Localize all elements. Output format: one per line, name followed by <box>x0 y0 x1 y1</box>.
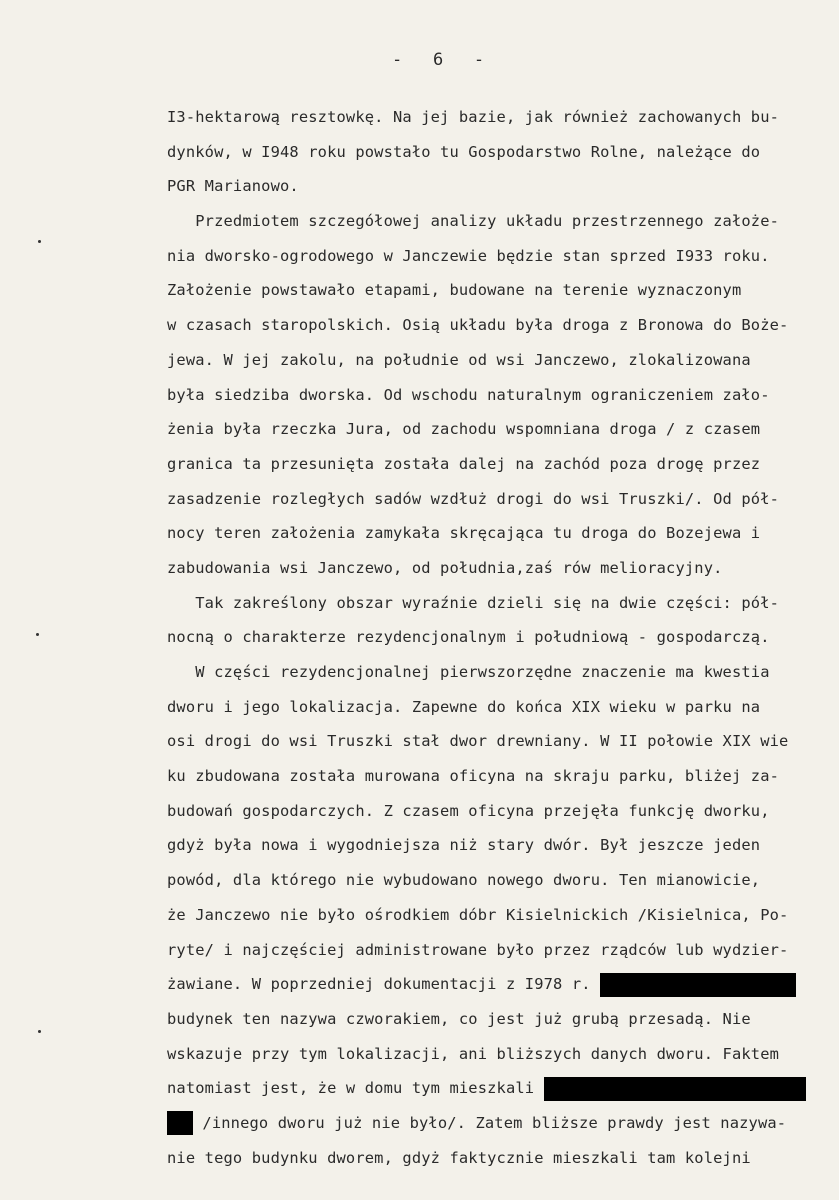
text-line-with-redaction <box>167 1106 839 1141</box>
text-line: jewa. W jej zakolu, na południe od wsi Janczewo, zlokalizowana <box>167 350 751 369</box>
text-line: że Janczewo nie było ośrodkiem dóbr Kisielnickich /Kisielnica, Po- <box>167 905 789 924</box>
text-line: nie tego budynku dworem, gdyż faktycznie mieszkali tam kolejni <box>167 1148 751 1167</box>
text-segment: natomiast jest, że w domu tym mieszkali <box>167 1079 535 1098</box>
text-line: nocy teren założenia zamykała skręcająca tu droga do Bozejewa i <box>167 524 761 543</box>
text-line: była siedziba dworska. Od wschodu naturalnym ograniczeniem zało- <box>167 385 770 404</box>
document-body <box>167 100 839 1175</box>
text-line: zabudowania wsi Janczewo, od południa,zaś rów melioracyjny. <box>167 558 723 577</box>
text-line: ku zbudowana została murowana oficyna na skraju parku, bliżej za- <box>167 767 780 786</box>
text-line: gdyż była nowa i wygodniejsza niż stary dwór. Był jeszcze jeden <box>167 836 761 855</box>
text-line: Tak zakreślony obszar wyraźnie dzieli się na dwie części: pół- <box>167 593 780 612</box>
page-number: - 6 - <box>392 50 485 70</box>
redaction-box <box>544 1077 806 1101</box>
text-line: I3-hektarową resztowkę. Na jej bazie, jak również zachowanych bu- <box>167 108 780 126</box>
text-line: powód, dla którego nie wybudowano nowego dworu. Ten mianowicie, <box>167 871 761 890</box>
text-line: granica ta przesunięta została dalej na zachód poza drogę przez <box>167 454 761 473</box>
text-line: W części rezydencjonalnej pierwszorzędne znaczenie ma kwestia <box>167 663 770 681</box>
text-line: wskazuje przy tym lokalizacji, ani bliższych danych dworu. Faktem <box>167 1044 780 1063</box>
text-line: osi drogi do wsi Truszki stał dwor drewniany. W II połowie XIX wie <box>167 732 789 751</box>
text-line: budowań gospodarczych. Z czasem oficyna przejęła funkcję dworku, <box>167 801 770 820</box>
margin-dot <box>38 1030 41 1033</box>
margin-dot <box>36 633 39 636</box>
text-line: nocną o charakterze rezydencjonalnym i południową - gospodarczą. <box>167 628 770 647</box>
text-line: budynek ten nazywa czworakiem, co jest już grubą przesadą. Nie <box>167 1009 751 1028</box>
text-line: PGR Marianowo. <box>167 177 299 196</box>
redaction-box <box>600 973 796 997</box>
text-line: dynków, w I948 roku powstało tu Gospodarstwo Rolne, należące do <box>167 142 761 161</box>
text-segment: /innego dworu już nie było/. Zatem bliższe prawdy jest nazywa- <box>193 1113 787 1132</box>
text-line: Założenie powstawało etapami, budowane na terenie wyznaczonym <box>167 281 742 300</box>
text-segment: żawiane. W poprzedniej dokumentacji z I978 r. <box>167 975 591 994</box>
text-line: nia dworsko-ogrodowego w Janczewie będzie stan sprzed I933 roku. <box>167 246 770 265</box>
text-line: zasadzenie rozległych sadów wzdłuż drogi do wsi Truszki/. Od pół- <box>167 489 780 508</box>
text-line: dworu i jego lokalizacja. Zapewne do końca XIX wieku w parku na <box>167 697 761 716</box>
redaction-box <box>167 1111 193 1135</box>
margin-dot <box>38 240 41 243</box>
text-line: żenia była rzeczka Jura, od zachodu wspomniana droga / z czasem <box>167 420 761 439</box>
text-line: ryte/ i najczęściej administrowane było przez rządców lub wydzier- <box>167 940 789 959</box>
text-line-with-redaction <box>167 1071 839 1106</box>
text-line: Przedmiotem szczegółowej analizy układu przestrzennego założe- <box>167 212 780 231</box>
text-line: w czasach staropolskich. Osią układu była droga z Bronowa do Boże- <box>167 316 789 335</box>
text-line-with-redaction <box>167 967 839 1002</box>
